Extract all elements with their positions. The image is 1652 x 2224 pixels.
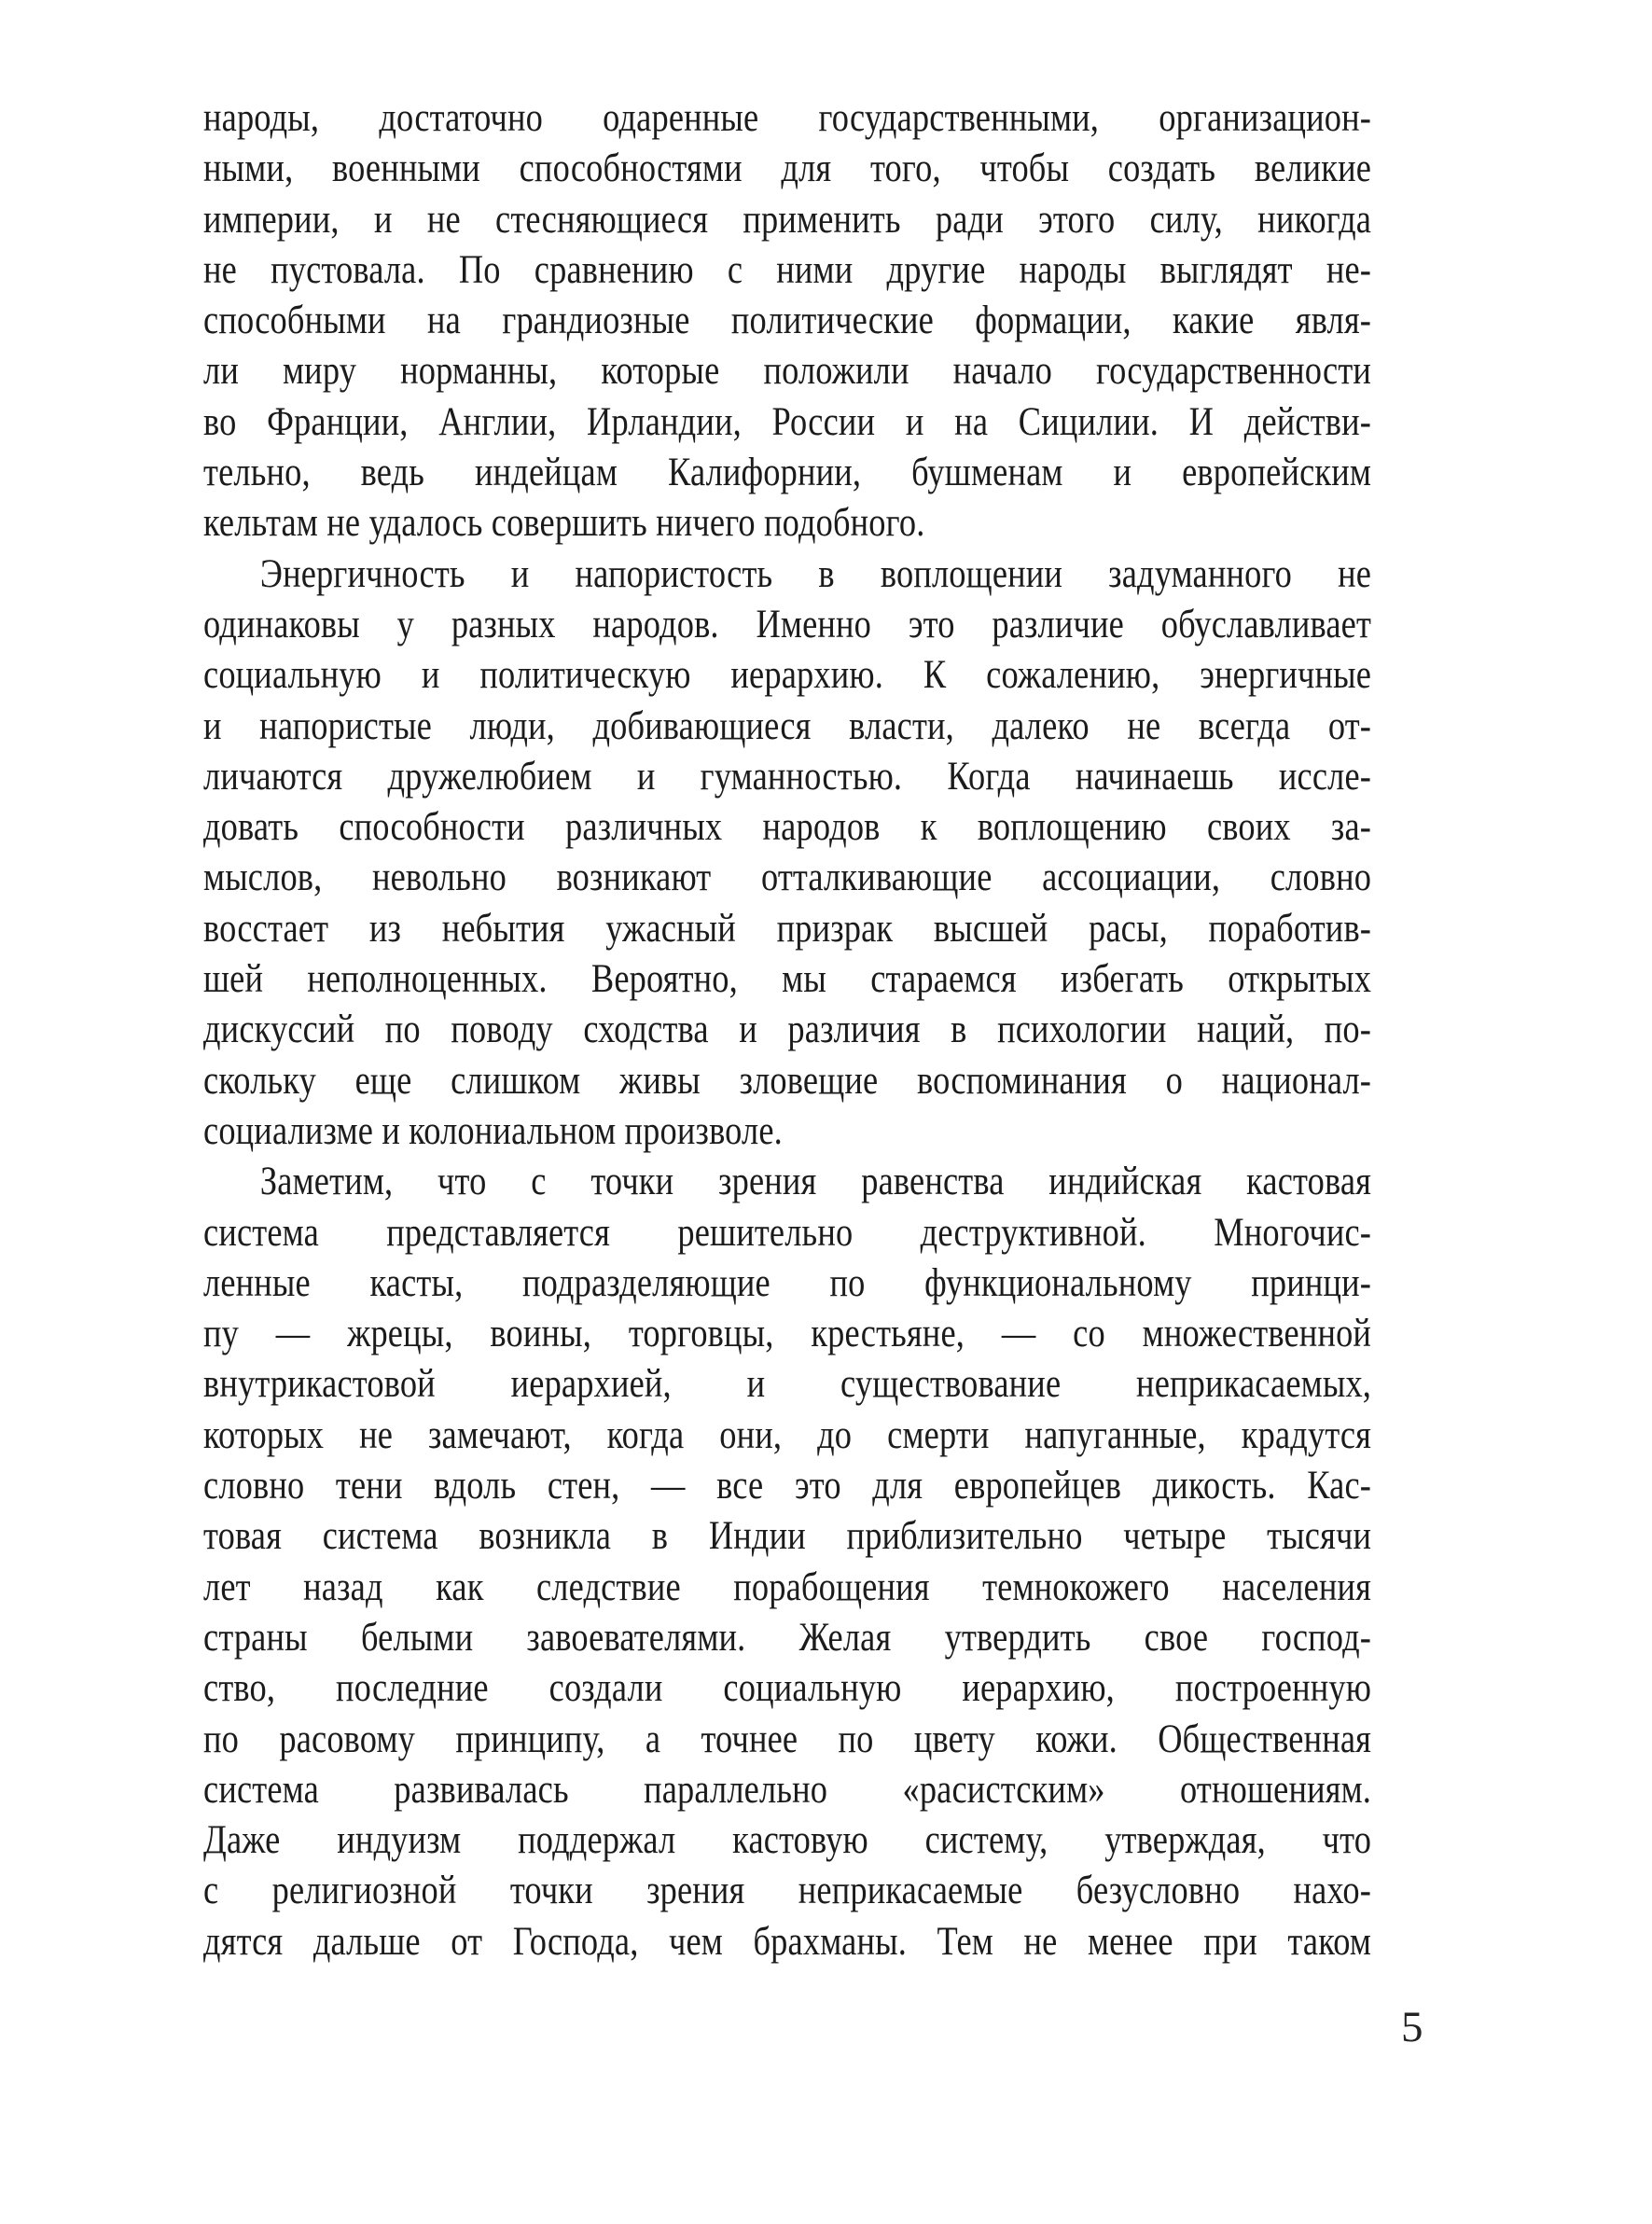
text-line: товая система возникла в Индии приблизительно четыре тысячи [203, 1514, 1372, 1559]
text-line: которых не замечают, когда они, до смерти напуганные, крадутся [203, 1412, 1372, 1457]
text-line: Даже индуизм поддержал кастовую систему, утверждая, что [203, 1818, 1372, 1863]
text-line: мыслов, невольно возникают отталкивающие ассоциации, словно [203, 855, 1372, 900]
text-block [203, 93, 1371, 1967]
text-line: система развивалась параллельно «расистским» отношениям. [203, 1767, 1372, 1812]
text-line: личаются дружелюбием и гуманностью. Когда начинаешь иссле- [203, 754, 1372, 799]
text-line: ленные касты, подразделяющие по функциональному принци- [203, 1260, 1372, 1305]
text-line: не пустовала. По сравнению с ними другие народы выглядят не- [203, 247, 1372, 292]
page-number: 5 [1401, 2003, 1423, 2051]
text-line: Энергичность и напористость в воплощении задуманного не [259, 551, 1372, 596]
text-line: довать способности различных народов к воплощению своих за- [203, 805, 1372, 850]
text-line: скольку еще слишком живы зловещие воспоминания о национал- [203, 1058, 1372, 1103]
text-line: ными, военными способностями для того, чтобы создать великие [203, 146, 1372, 191]
text-line: внутрикастовой иерархией, и существование неприкасаемых, [203, 1362, 1372, 1407]
text-line: способными на грандиозные политические формации, какие явля- [203, 299, 1372, 343]
text-line: система представляется решительно деструктивной. Многочис- [203, 1210, 1372, 1255]
text-line: восстает из небытия ужасный призрак высшей расы, поработив- [203, 906, 1372, 951]
text-line: народы, достаточно одаренные государственными, организацион- [203, 96, 1372, 140]
text-line: лет назад как следствие порабощения темнокожего населения [203, 1564, 1372, 1609]
text-line: тельно, ведь индейцам Калифорнии, бушменам и европейским [203, 451, 1372, 495]
text-line: пу — жрецы, воины, торговцы, крестьяне, — со множественной [203, 1312, 1372, 1356]
text-line: дискуссий по поводу сходства и различия в психологии наций, по- [203, 1008, 1372, 1052]
text-line: ли миру норманны, которые положили начало государственности [203, 349, 1372, 394]
text-line: по расовому принципу, а точнее по цвету кожи. Общественная [203, 1717, 1372, 1761]
text-line: социализме и колониальном произволе. [203, 1108, 783, 1153]
text-line: словно тени вдоль стен, — все это для европейцев дикость. Кас- [203, 1464, 1372, 1508]
text-line: страны белыми завоевателями. Желая утвердить свое господ- [203, 1615, 1372, 1660]
text-line: ство, последние создали социальную иерархию, построенную [203, 1666, 1372, 1711]
text-line: одинаковы у разных народов. Именно это различие обуславливает [203, 602, 1372, 646]
text-line: дятся дальше от Господа, чем брахманы. Тем не менее при таком [203, 1919, 1372, 1964]
text-line: империи, и не стесняющиеся применить ради этого силу, никогда [203, 197, 1372, 242]
text-line: шей неполноценных. Вероятно, мы стараемся избегать открытых [203, 957, 1372, 1002]
text-line: кельтам не удалось совершить ничего подобного. [203, 501, 925, 546]
text-line: социальную и политическую иерархию. К сожалению, энергичные [203, 653, 1372, 698]
text-line: с религиозной точки зрения неприкасаемые безусловно нахо- [203, 1869, 1372, 1913]
text-line: Заметим, что с точки зрения равенства индийская кастовая [259, 1160, 1372, 1204]
text-line: во Франции, Англии, Ирландии, России и на Сицилии. И действи- [203, 399, 1372, 444]
text-line: и напористые люди, добивающиеся власти, далеко не всегда от- [203, 703, 1372, 748]
